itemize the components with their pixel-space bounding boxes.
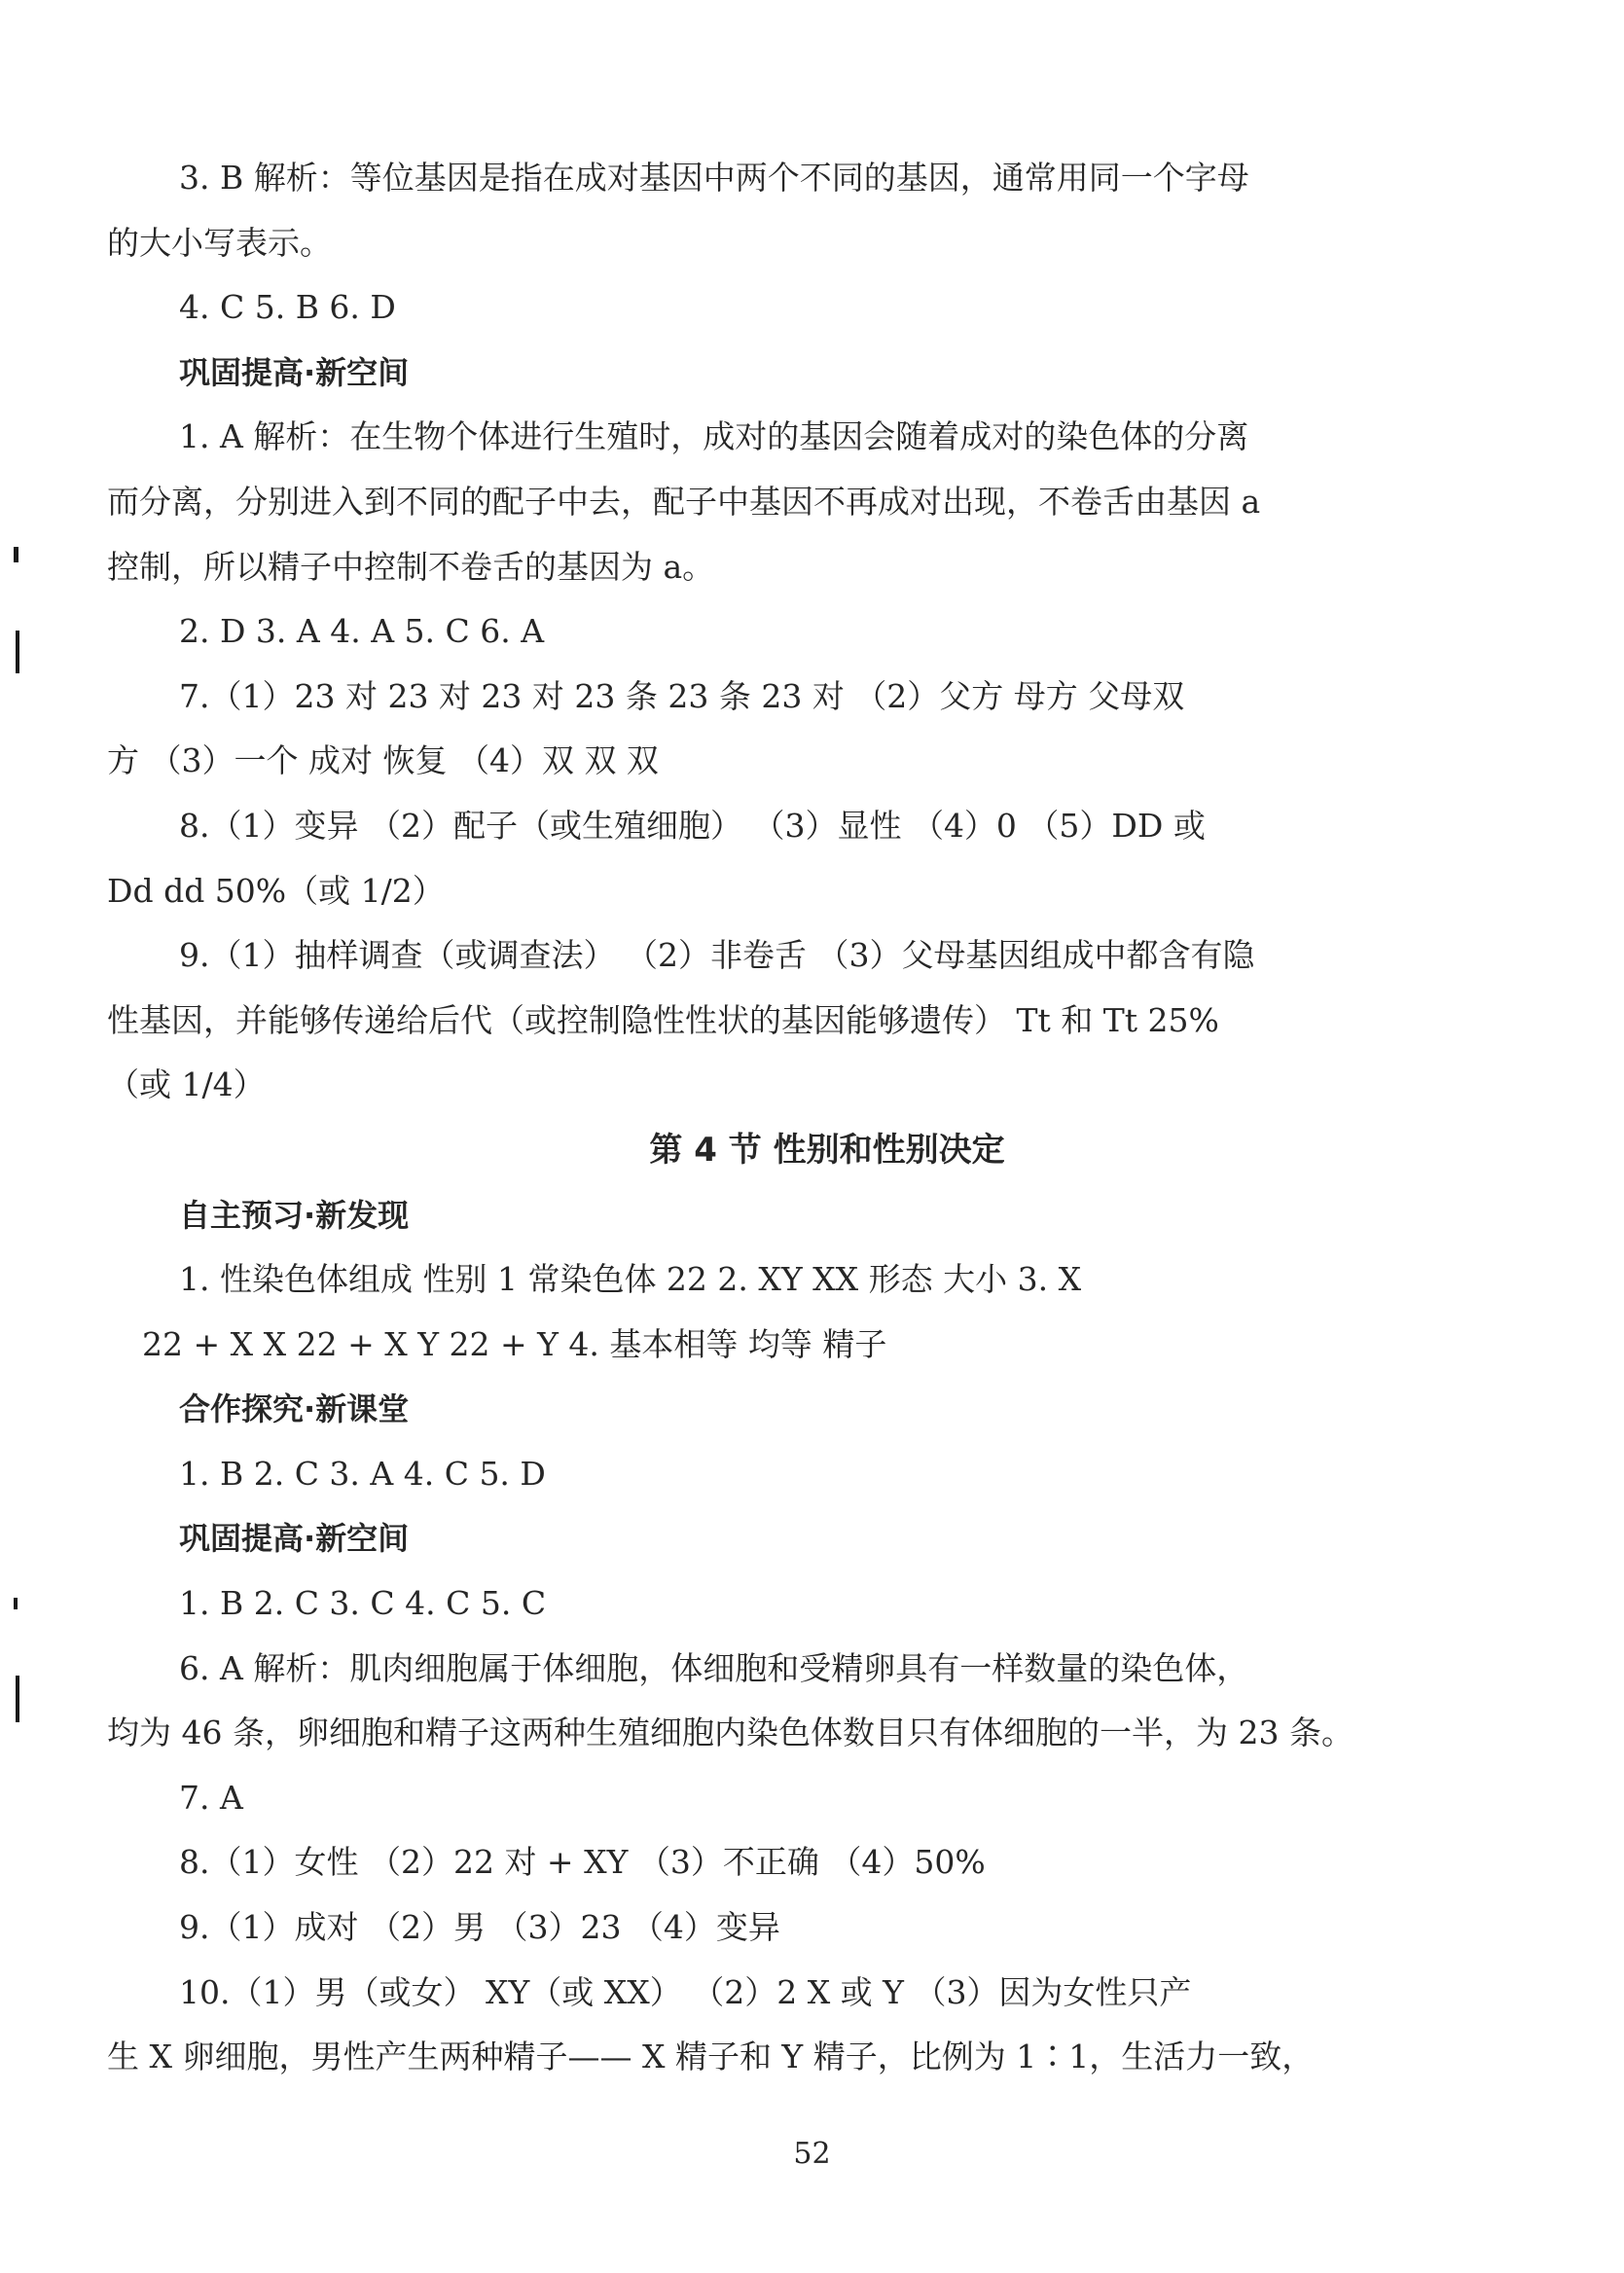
answer-line: 9.（1）抽样调查（或调查法） （2）非卷舌 （3）父母基因组成中都含有隐 [179,936,1255,975]
answer-line: 均为 46 条，卵细胞和精子这两种生殖细胞内染色体数目只有体细胞的一半，为 23 条。 [107,1714,1353,1752]
answer-line: 1. B 2. C 3. A 4. C 5. D [179,1454,546,1493]
section-subheading: 自主预习·新发现 [179,1196,410,1234]
answer-line: 4. C 5. B 6. D [179,288,396,327]
answer-line: 的大小写表示。 [107,223,332,262]
page-body [107,146,1489,2090]
answer-line: 1. A 解析：在生物个体进行生殖时，成对的基因会随着成对的染色体的分离 [179,417,1249,456]
section-subheading: 巩固提高·新空间 [179,1520,410,1558]
answer-line: 7. A [179,1778,243,1817]
answer-line: 8.（1）变异 （2）配子（或生殖细胞） （3）显性 （4）0 （5）DD 或 [179,806,1206,845]
section-subheading: 合作探究·新课堂 [179,1390,410,1428]
answer-line: 6. A 解析：肌肉细胞属于体细胞，体细胞和受精卵具有一样数量的染色体， [179,1648,1249,1687]
scan-mark [14,1598,18,1609]
answer-line: 方 （3）一个 成对 恢复 （4）双 双 双 [107,741,659,780]
scan-mark [14,547,18,562]
answer-line: （或 1/4） [107,1065,266,1104]
answer-line: Dd dd 50%（或 1/2） [107,871,445,910]
answer-line: 2. D 3. A 4. A 5. C 6. A [179,612,545,651]
answer-line: 1. 性染色体组成 性别 1 常染色体 22 2. XY XX 形态 大小 3. X [179,1260,1082,1299]
answer-line: 3. B 解析：等位基因是指在成对基因中两个不同的基因，通常用同一个字母 [179,159,1249,197]
answer-line: 8.（1）女性 （2）22 对 + XY （3）不正确 （4）50% [179,1843,986,1882]
scan-mark [16,631,19,673]
answer-line: 而分离，分别进入到不同的配子中去，配子中基因不再成对出现，不卷舌由基因 a [107,482,1261,521]
page-number: 52 [793,2137,831,2171]
answer-line: 1. B 2. C 3. C 4. C 5. C [179,1584,547,1623]
scan-mark [16,1676,19,1722]
answer-line: 性基因，并能够传递给后代（或控制隐性性状的基因能够遗传） Tt 和 Tt 25% [107,1000,1219,1039]
answer-line: 10.（1）男（或女） XY（或 XX） （2）2 X 或 Y （3）因为女性只产 [179,1972,1192,2011]
answer-line: 22 + X X 22 + X Y 22 + Y 4. 基本相等 均等 精子 [142,1324,887,1363]
answer-line: 控制，所以精子中控制不卷舌的基因为 a。 [107,547,715,586]
answer-line: 生 X 卵细胞，男性产生两种精子—— X 精子和 Y 精子，比例为 1∶1，生活力一致， [107,2038,1315,2076]
answer-line: 9.（1）成对 （2）男 （3）23 （4）变异 [179,1908,780,1947]
answer-line: 7.（1）23 对 23 对 23 对 23 条 23 条 23 对 （2）父方 母方 父母双 [179,676,1185,715]
section-subheading: 巩固提高·新空间 [179,353,410,391]
section-title: 第 4 节 性别和性别决定 [649,1130,1005,1170]
